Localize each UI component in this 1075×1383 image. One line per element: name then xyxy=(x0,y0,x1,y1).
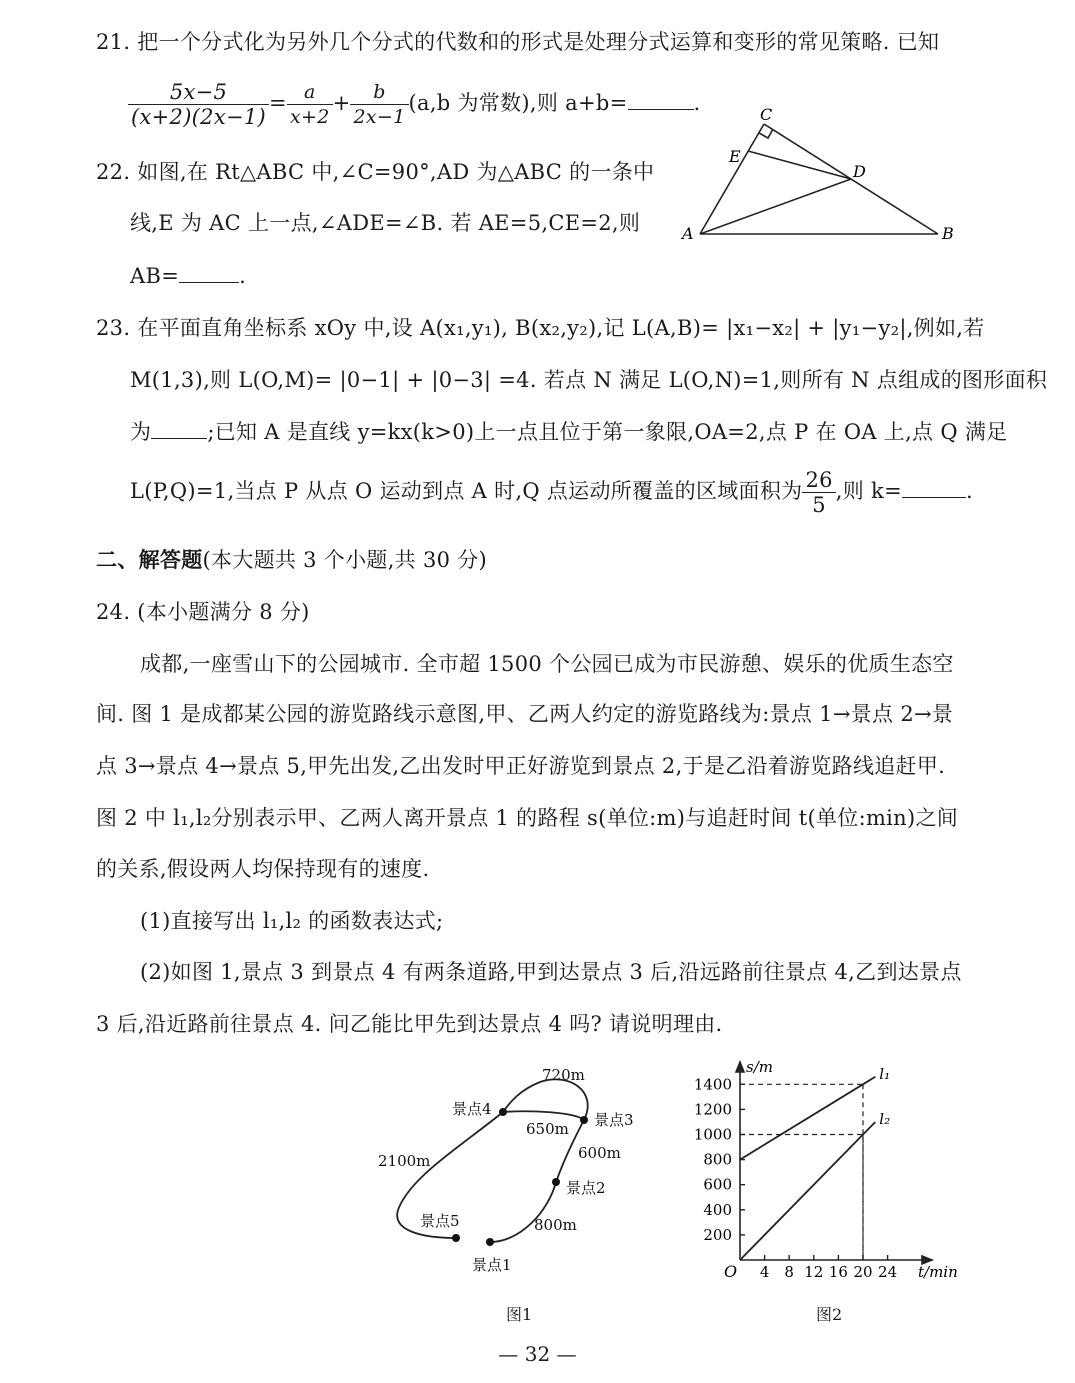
q23-frac-num: 26 xyxy=(802,468,835,493)
y-tick-label-400: 400 xyxy=(703,1200,732,1219)
series-label-2: l₂ xyxy=(879,1109,891,1128)
y-tick-label-800: 800 xyxy=(703,1150,732,1169)
series-label-1: l₁ xyxy=(879,1064,891,1083)
y-tick-label-1400: 1400 xyxy=(693,1075,732,1094)
y-tick-label-1000: 1000 xyxy=(693,1125,732,1144)
series-line-1 xyxy=(740,1077,875,1160)
x-axis-label: t/min xyxy=(918,1263,958,1281)
q23-wei: 为 xyxy=(130,420,152,444)
x-tick-label-16: 16 xyxy=(828,1263,848,1281)
q23-k-label: ,则 k= xyxy=(835,479,902,503)
label-e: E xyxy=(729,147,741,166)
y-tick-label-200: 200 xyxy=(703,1225,732,1244)
q21-main-fraction xyxy=(128,80,269,129)
page-number: — 32 — xyxy=(498,1342,577,1366)
q21-equation xyxy=(128,80,701,129)
segment-ed xyxy=(748,151,851,179)
series-line-2 xyxy=(740,1122,875,1260)
q21-end: . xyxy=(693,91,701,115)
y-tick-label-600: 600 xyxy=(703,1175,732,1194)
route-3-4-near xyxy=(503,1111,584,1120)
fig1-caption: 图1 xyxy=(506,1305,533,1324)
dist-600m: 600m xyxy=(578,1144,621,1162)
label-a: A xyxy=(682,224,694,243)
q23-end: . xyxy=(965,479,973,503)
label-c: C xyxy=(760,105,773,124)
q23-line3 xyxy=(130,418,1007,446)
dist-650m: 650m xyxy=(526,1120,569,1138)
q24-para-3: 点 3→景点 4→景点 5,甲先出发,乙出发时甲正好游览到景点 2,于是乙沿着游览路线追赶甲. xyxy=(96,754,946,778)
q23-answer-blank-1[interactable] xyxy=(151,418,207,439)
x-tick-label-24: 24 xyxy=(878,1263,898,1281)
x-tick-label-20: 20 xyxy=(853,1263,873,1281)
y-axis-label: s/m xyxy=(746,1058,773,1076)
spot5-label: 景点5 xyxy=(420,1212,460,1230)
side-ac xyxy=(700,124,764,234)
q21-frac-b-num: b xyxy=(350,80,408,105)
dist-800m: 800m xyxy=(534,1216,577,1234)
spot2-dot xyxy=(552,1178,560,1186)
q23-frac-den: 5 xyxy=(812,493,826,517)
q22-end: . xyxy=(239,264,247,288)
y-tick-label-1200: 1200 xyxy=(693,1100,732,1119)
origin-label: O xyxy=(724,1262,738,1281)
q21-plus: + xyxy=(332,91,351,115)
q23-answer-blank-2[interactable] xyxy=(902,477,966,498)
q24-para-4: 图 2 中 l₁,l₂分别表示甲、乙两人离开景点 1 的路程 s(单位:m)与追赶时间 t(单位:min)之间 xyxy=(96,806,959,830)
q21-frac-a-den: x+2 xyxy=(289,106,330,128)
q21-main-denominator: (x+2)(2x−1) xyxy=(131,105,267,129)
q21-line1: 21. 把一个分式化为另外几个分式的代数和的形式是处理分式运算和变形的常见策略. 已知 xyxy=(96,30,940,54)
q21-frac-a xyxy=(287,80,333,129)
q22-triangle-figure xyxy=(676,100,966,250)
x-tick-label-8: 8 xyxy=(784,1263,794,1281)
q23-area-fraction xyxy=(802,468,835,517)
q24-para-1: 成都,一座雪山下的公园城市. 全市超 1500 个公园已成为市民游憩、娱乐的优质生态空 xyxy=(140,652,954,676)
dist-2100m: 2100m xyxy=(378,1152,431,1170)
spot1-dot xyxy=(486,1238,494,1246)
q21-frac-b-den: 2x−1 xyxy=(353,106,406,128)
q21-equals: = xyxy=(269,91,287,115)
q23-line4-text: L(P,Q)=1,当点 P 从点 O 运动到点 A 时,Q 点运动所覆盖的区域面积为 xyxy=(130,479,803,503)
q23-line2: M(1,3),则 L(O,M)= |0−1| + |0−3| =4. 若点 N 满足 L(O,N)=1,则所有 N 点组成的图形面积 xyxy=(130,368,1048,392)
q21-frac-b xyxy=(350,80,408,129)
q24-head: 24. (本小题满分 8 分) xyxy=(96,600,310,624)
q23-line1: 23. 在平面直角坐标系 xOy 中,设 A(x₁,y₁), B(x₂,y₂),记 L(A,B)= |x₁−x₂| + |y₁−y₂|,例如,若 xyxy=(96,316,985,340)
q22-line3 xyxy=(130,262,246,290)
q24-sub-2b: 3 后,沿近路前往景点 4. 问乙能比甲先到达景点 4 吗? 请说明理由. xyxy=(96,1012,723,1036)
median-ad xyxy=(700,179,851,234)
q23-line4 xyxy=(130,468,973,517)
label-d: D xyxy=(853,162,866,181)
section2-heading xyxy=(96,546,487,574)
q24-para-2: 间. 图 1 是成都某公园的游览路线示意图,甲、乙两人约定的游览路线为:景点 1→景点 2→景 xyxy=(96,702,954,726)
spot4-label: 景点4 xyxy=(452,1100,492,1118)
spot3-label: 景点3 xyxy=(594,1111,634,1129)
q22-line1: 22. 如图,在 Rt△ABC 中,∠C=90°,AD 为△ABC 的一条中 xyxy=(96,160,655,184)
spot2-label: 景点2 xyxy=(566,1179,606,1197)
q22-ab-label: AB= xyxy=(130,264,180,288)
fig2-chart xyxy=(686,1058,976,1288)
dist-720m: 720m xyxy=(542,1066,585,1084)
spot1-label: 景点1 xyxy=(472,1256,512,1274)
route-3-4-far xyxy=(503,1079,588,1120)
q21-tail-text: (a,b 为常数),则 a+b= xyxy=(408,91,628,115)
x-tick-label-4: 4 xyxy=(759,1263,770,1281)
q22-line2: 线,E 为 AC 上一点,∠ADE=∠B. 若 AE=5,CE=2,则 xyxy=(130,211,641,235)
q24-sub-2a: (2)如图 1,景点 3 到景点 4 有两条道路,甲到达景点 3 后,沿远路前往景点 4,乙到达景点 xyxy=(140,960,962,984)
spot5-dot xyxy=(452,1234,460,1242)
fig1-route-map xyxy=(370,1062,650,1277)
section2-title: 二、解答题 xyxy=(96,547,203,572)
y-axis-arrow xyxy=(736,1062,744,1072)
q21-main-numerator: 5x−5 xyxy=(128,80,269,105)
x-tick-label-12: 12 xyxy=(804,1263,824,1281)
spot3-dot xyxy=(580,1116,588,1124)
label-b: B xyxy=(942,224,954,243)
q24-sub-1: (1)直接写出 l₁,l₂ 的函数表达式; xyxy=(140,909,444,933)
q23-line3-rest: ;已知 A 是直线 y=kx(k>0)上一点且位于第一象限,OA=2,点 P 在 OA 上,点 Q 满足 xyxy=(207,420,1008,444)
q24-para-5: 的关系,假设两人均保持现有的速度. xyxy=(96,857,430,881)
section2-note: (本大题共 3 个小题,共 30 分) xyxy=(202,548,488,572)
spot4-dot xyxy=(499,1108,507,1116)
q21-frac-a-num: a xyxy=(287,80,333,105)
q22-answer-blank[interactable] xyxy=(179,262,239,283)
fig2-caption: 图2 xyxy=(816,1305,843,1324)
